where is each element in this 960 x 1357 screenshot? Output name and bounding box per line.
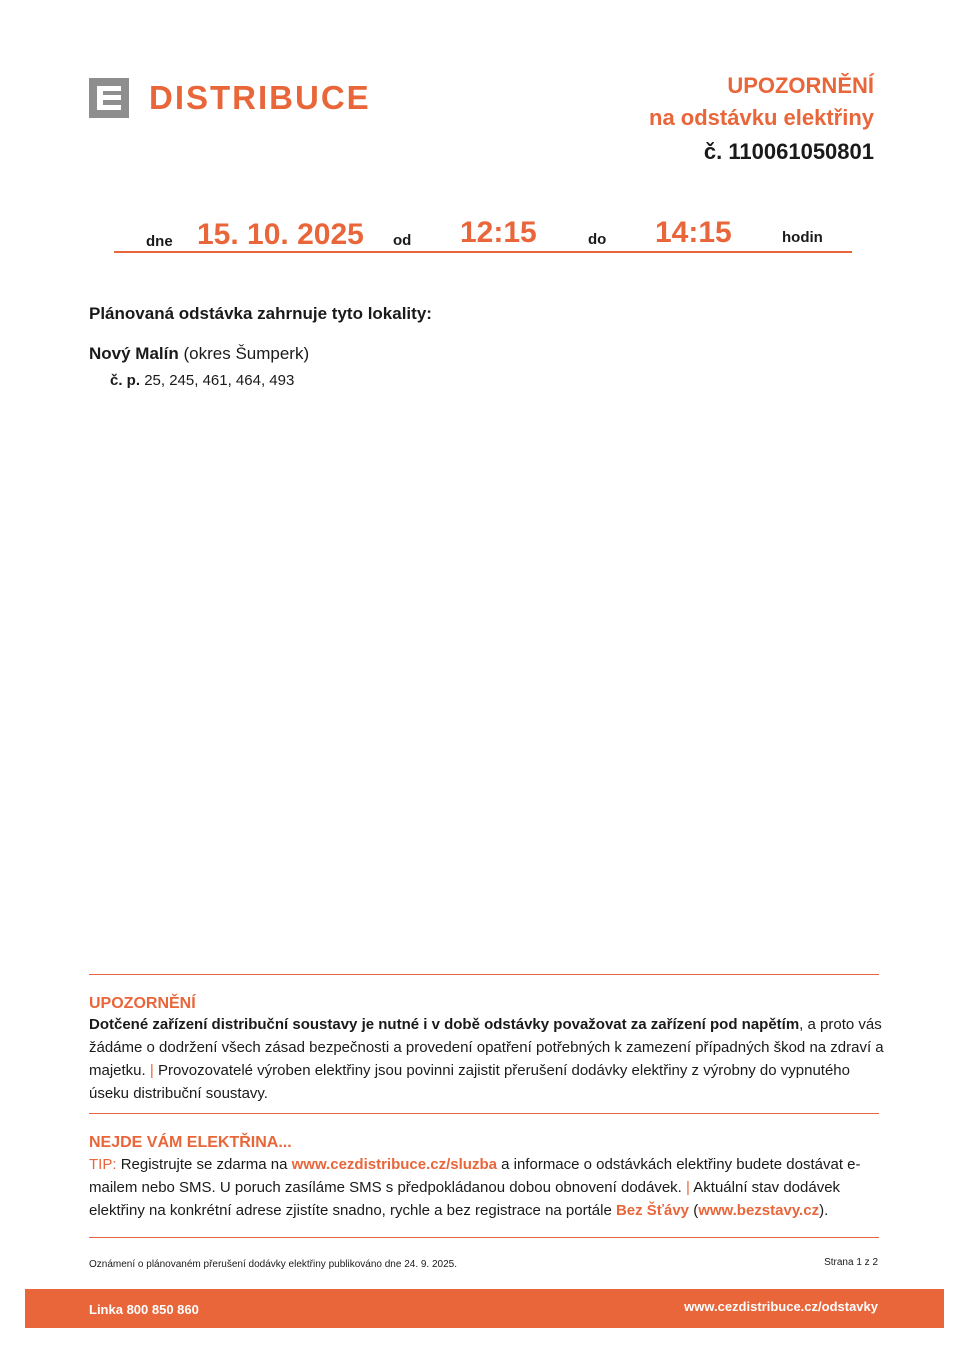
from-label: od <box>393 232 412 249</box>
warning-paragraph <box>89 1013 889 1105</box>
divider <box>89 1237 879 1238</box>
portal-name: Bez Šťávy <box>615 1202 690 1219</box>
date-label: dne <box>146 233 173 250</box>
publication-note: Oznámení o plánovaném přerušení dodávky elektřiny publikováno dne 24. 9. 2025. <box>89 1259 458 1270</box>
warning-separator: | <box>149 1062 154 1079</box>
notice-subtitle: na odstávku elektřiny <box>649 105 874 130</box>
divider <box>89 974 879 975</box>
bezstavy-link[interactable]: www.bezstavy.cz <box>698 1202 820 1219</box>
warning-text-2: Provozovatelé výroben elektřiny jsou povinni zajistit přerušení dodávky elektřiny z výrobny do vypnutého úseku distribuční soustavy. <box>89 1062 850 1102</box>
localities-heading: Plánovaná odstávka zahrnuje tyto lokality: <box>89 304 432 323</box>
locality-house-numbers-line <box>110 372 294 389</box>
hotline[interactable]: Linka 800 850 860 <box>89 1302 199 1317</box>
tip-title: NEJDE VÁM ELEKTŘINA... <box>89 1134 292 1151</box>
tip-label: TIP: <box>89 1156 117 1173</box>
footer-website-link[interactable]: www.cezdistribuce.cz/odstavky <box>684 1299 878 1314</box>
logo-wordmark: DISTRIBUCE <box>149 79 371 116</box>
outage-start-time: 12:15 <box>460 216 537 249</box>
paren-close: ). <box>819 1202 829 1219</box>
notice-header <box>649 70 874 168</box>
to-label: do <box>588 231 607 248</box>
outage-date: 15. 10. 2025 <box>197 218 364 251</box>
page-number: Strana 1 z 2 <box>824 1257 878 1268</box>
hours-label: hodin <box>782 229 823 246</box>
divider <box>89 1113 879 1114</box>
locality-town: Nový Malín <box>89 344 179 363</box>
schedule-underline <box>114 251 852 253</box>
tip-paragraph <box>89 1153 889 1222</box>
locality-town-line <box>89 344 309 364</box>
warning-text-1: , a proto vás žádáme o dodržení všech zásad bezpečnosti a provedení opatření potřebných k zamezení případných škod na zdraví a majetku. <box>89 1016 884 1079</box>
notice-title: UPOZORNĚNÍ <box>727 73 874 98</box>
tip-text-2: a informace o odstávkách elektřiny budete dostávat e-mailem nebo SMS. U poruch zasíláme SMS s předpokládanou dobou obnovení dodávek. <box>89 1156 861 1196</box>
tip-separator: | <box>686 1179 690 1196</box>
paren-open: ( <box>693 1202 699 1219</box>
locality-district: (okres Šumperk) <box>183 344 310 363</box>
notice-number: č. 110061050801 <box>703 139 874 164</box>
house-numbers: 25, 245, 461, 464, 493 <box>144 372 295 389</box>
registration-link[interactable]: www.cezdistribuce.cz/sluzba <box>291 1156 497 1173</box>
warning-title: UPOZORNĚNÍ <box>89 995 196 1012</box>
house-numbers-label: č. p. <box>110 372 141 389</box>
tip-text-3: Aktuální stav dodávek elektřiny na konkrétní adrese zjistíte snadno, rychle a bez registrace na portále <box>89 1179 841 1219</box>
tip-text-1: Registrujte se zdarma na <box>120 1156 288 1173</box>
warning-bold-text: Dotčené zařízení distribuční soustavy je nutné i v době odstávky považovat za zařízení pod napětím <box>89 1016 800 1033</box>
logo-mark-icon <box>89 78 129 118</box>
company-logo <box>89 78 371 118</box>
outage-end-time: 14:15 <box>655 216 732 249</box>
